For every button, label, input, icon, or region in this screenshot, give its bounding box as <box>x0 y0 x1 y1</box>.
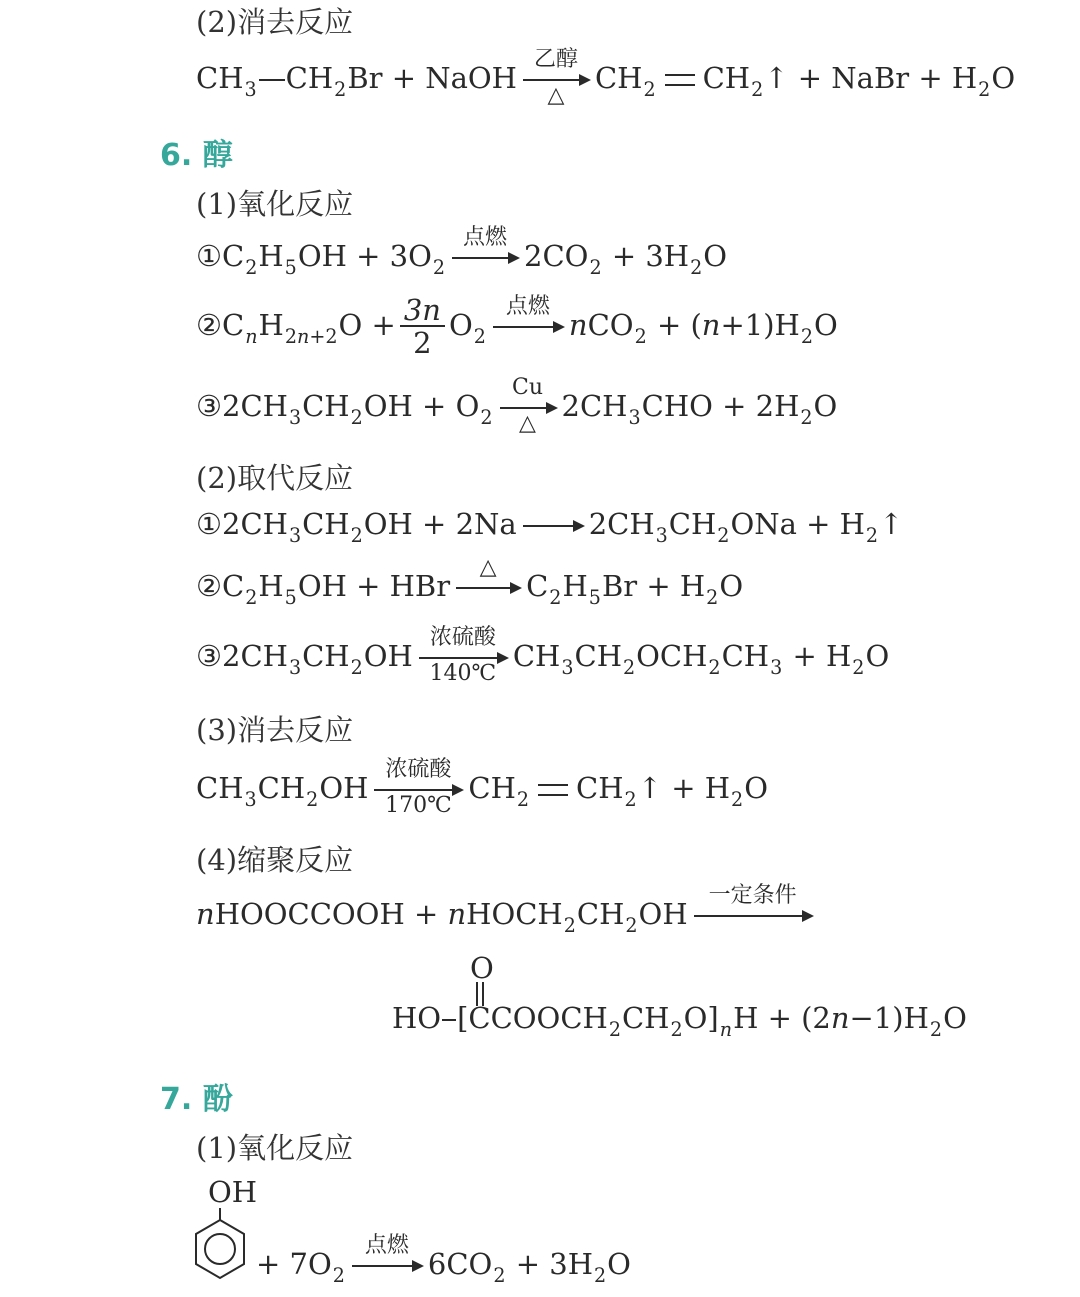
condition-top: Cu <box>512 375 544 400</box>
equation-ethanol-hbr: $②C_2H_5OH$ + HBr △ $C_2H_5Br + H_2O$ <box>196 555 744 610</box>
condition-bottom: 140℃ <box>429 661 497 686</box>
condition-top: 点燃 <box>505 294 550 319</box>
condition-bottom: △ <box>519 411 536 436</box>
equation-polycondensation-reactants: nHOOCCOOH + $nHOCH_2CH_2OH$ 一定条件 <box>196 900 818 929</box>
equation-ethanol-sodium: $①2CH_3CH_2OH + 2Na$ $2CH_3CH_2ONa$ + $H_2↑$ <box>196 507 904 548</box>
condition-top: 点燃 <box>463 225 508 250</box>
condition-top: 浓硫酸 <box>429 625 496 650</box>
condition-top: 一定条件 <box>708 883 797 908</box>
subheading-oxidation: (1)氧化反应 <box>196 187 354 221</box>
subheading-elimination: (2)消去反应 <box>196 5 354 39</box>
section-title: 酚 <box>202 1082 233 1117</box>
section-number: 7. <box>160 1082 193 1117</box>
reaction-arrow <box>456 555 520 589</box>
reaction-arrow <box>374 757 462 818</box>
section-heading-alcohol <box>160 130 233 174</box>
reaction-arrow <box>452 225 518 259</box>
equation-ethanol-combustion: $①C_2H_5OH + 3O_2$ 点燃 $2CO_2 + 3H_2O$ <box>196 225 728 280</box>
subheading-elimination-alcohol: (3)消去反应 <box>196 713 354 747</box>
condition-top: △ <box>479 555 497 580</box>
subheading-substitution: (2)取代反应 <box>196 461 354 495</box>
reaction-arrow <box>523 525 583 527</box>
reaction-arrow <box>419 625 507 686</box>
condition-top: 乙醇 <box>533 47 578 72</box>
reaction-arrow <box>694 883 812 917</box>
equation-ether-formation: $③2CH_3CH_2OH$ 浓硫酸 140℃ $CH_3CH_2OCH_2CH_3 + H_2O$ <box>196 625 890 686</box>
condition-bottom: 170℃ <box>385 793 452 818</box>
subheading-phenol-oxidation: (1)氧化反应 <box>196 1131 354 1165</box>
reaction-arrow <box>493 294 563 328</box>
reaction-arrow <box>523 47 589 108</box>
equation-ethanol-dehydration: $CH_3CH_2OH$ 浓硫酸 170℃ $CH_2$ $CH_2↑ + H_2O$ <box>196 757 768 818</box>
subheading-polycondensation: (4)缩聚反应 <box>196 843 354 877</box>
section-title: 醇 <box>202 138 233 173</box>
reaction-arrow <box>500 375 556 436</box>
section-number: 6. <box>160 138 193 173</box>
condition-top: 浓硫酸 <box>385 757 452 782</box>
condition-bottom: △ <box>547 83 565 108</box>
condition-top: 点燃 <box>364 1233 409 1258</box>
benzene-ring-icon <box>190 1208 250 1297</box>
equation-general-alcohol-combustion: $②C_nH_{2n+2}O$ + $\frac{3n}{2}$ $O_2$ 点燃 $nCO_2 + (n+1)H_2O$ <box>196 293 838 360</box>
section-heading-phenol <box>160 1074 233 1118</box>
coefficient-fraction: $\frac{3n}{2}$ <box>400 296 445 358</box>
equation-polymer-product: HO $[CCOOCH_2CH_2O]_nH + (2n-1)H_2O$ <box>392 1001 967 1042</box>
equation-haloalkane-elimination: $CH_3$ $CH_2Br$ + NaOH 乙醇 △ $CH_2$ $CH_2↑$ + NaBr + $H_2O$ <box>196 47 1016 108</box>
reaction-arrow <box>352 1233 422 1267</box>
equation-phenol-combustion: + $7O_2$ 点燃 $6CO_2 + 3H_2O$ <box>256 1233 631 1288</box>
equation-ethanol-catalytic-oxidation: $③2CH_3CH_2OH + O_2$ Cu △ $2CH_3CHO + 2H_2O$ <box>196 375 838 436</box>
phenol-oh-label: OH <box>208 1175 258 1209</box>
carbonyl-oxygen: O <box>470 951 494 985</box>
